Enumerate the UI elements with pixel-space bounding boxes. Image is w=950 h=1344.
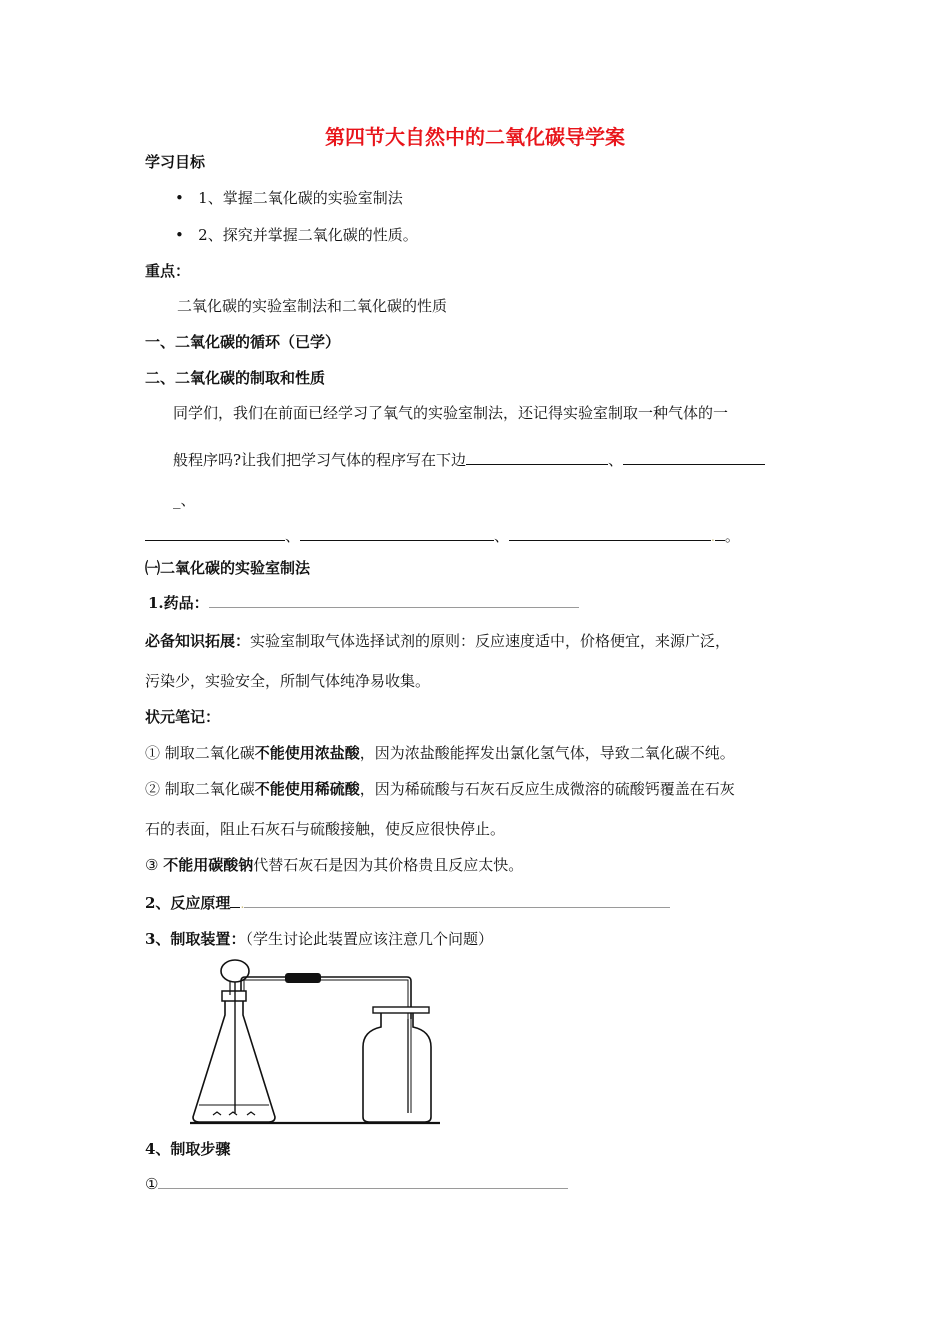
apparatus-row: 3、制取装置：（学生讨论此装置应该注意几个问题） xyxy=(145,930,493,948)
note-3: ③ 不能用碳酸钠代替石灰石是因为其价格贵且反应太快。 xyxy=(145,856,524,874)
blank-line[interactable] xyxy=(244,893,670,908)
mark-dot: . xyxy=(711,530,715,544)
rubber-connector xyxy=(285,973,321,983)
co2-apparatus-diagram xyxy=(185,955,445,1130)
conical-flask xyxy=(193,995,275,1122)
step-1: ① xyxy=(145,1174,568,1194)
steps-heading: 4、制取步骤 xyxy=(145,1140,231,1158)
subsection1-heading: ㈠二氧化碳的实验室制法 xyxy=(145,559,311,577)
drugs-row: 1.药品： xyxy=(148,593,579,613)
funnel-bulb xyxy=(221,960,249,982)
page-title: 第四节大自然中的二氧化碳导学案 xyxy=(325,125,625,149)
note-2: ② 制取二氧化碳不能使用稀硫酸，因为稀硫酸与石灰石反应生成微溶的硫酸钙覆盖在石灰 xyxy=(145,780,735,798)
blank-line[interactable] xyxy=(715,526,725,541)
section1-heading: 一、二氧化碳的循环（已学） xyxy=(145,333,341,351)
principle-row: 2、反应原理 . xyxy=(145,893,670,914)
bullet: • xyxy=(175,189,184,207)
objective-item-2: • 2、探究并掌握二氧化碳的性质。 xyxy=(175,226,418,244)
note-2-line2: 石的表面，阻止石灰石与硫酸接触，使反应很快停止。 xyxy=(145,820,506,838)
blank-line[interactable] xyxy=(209,593,579,608)
blank-line[interactable] xyxy=(623,450,765,465)
blank-line[interactable] xyxy=(466,450,608,465)
blank-line[interactable] xyxy=(230,893,240,908)
bullet: • xyxy=(175,226,184,244)
knowledge-line1: 必备知识拓展：实验室制取气体选择试剂的原则：反应速度适中，价格便宜，来源广泛， xyxy=(145,632,731,650)
gas-collecting-bottle xyxy=(363,1013,431,1122)
key-points-text: 二氧化碳的实验室制法和二氧化碳的性质 xyxy=(177,297,448,315)
glass-cover xyxy=(373,1007,429,1013)
objective-item-1: • 1、掌握二氧化碳的实验室制法 xyxy=(175,189,403,207)
blank-line[interactable] xyxy=(158,1174,568,1189)
limestone-pieces xyxy=(213,1112,255,1115)
blank-line[interactable] xyxy=(300,526,494,541)
notes-heading: 状元笔记： xyxy=(145,708,221,726)
blank-row: 、 、 . 。 xyxy=(145,526,740,547)
note-1: ① 制取二氧化碳不能使用浓盐酸，因为浓盐酸能挥发出氯化氢气体，导致二氧化碳不纯。 xyxy=(145,744,735,762)
blank-continuation: _、 xyxy=(173,491,196,509)
blank-line[interactable] xyxy=(509,526,711,541)
intro-paragraph-line2: 般程序吗?让我们把学习气体的程序写在下边 、 xyxy=(173,450,765,470)
knowledge-line2: 污染少，实验安全，所制气体纯净易收集。 xyxy=(145,672,431,690)
rubber-stopper xyxy=(222,991,246,1001)
section2-heading: 二、二氧化碳的制取和性质 xyxy=(145,369,326,387)
objectives-heading: 学习目标 xyxy=(145,153,206,171)
blank-line[interactable] xyxy=(145,526,285,541)
key-points-heading: 重点： xyxy=(145,262,191,280)
intro-paragraph-line1: 同学们，我们在前面已经学习了氧气的实验室制法，还记得实验室制取一种气体的一 xyxy=(173,404,729,422)
mark-dot: . xyxy=(240,897,245,911)
